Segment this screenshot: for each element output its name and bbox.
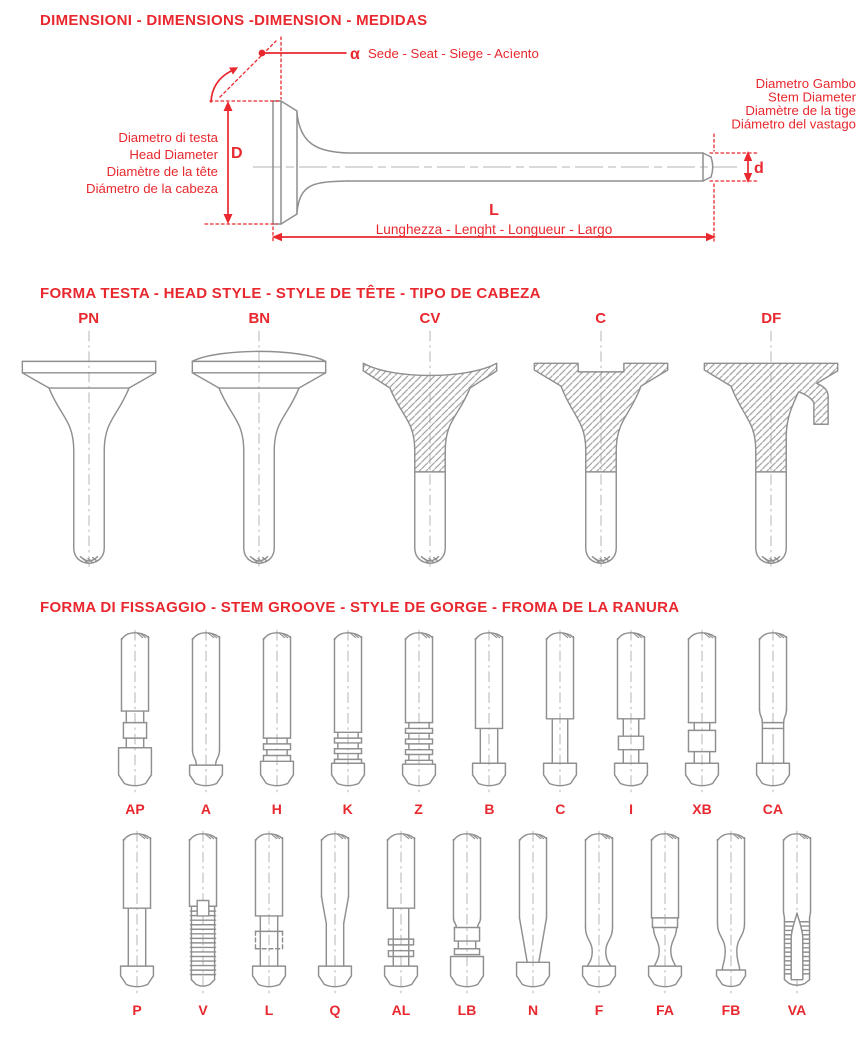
stem-groove-code: FA <box>656 1002 674 1018</box>
stem-groove-item <box>766 829 828 1018</box>
stem-groove-drawing <box>436 829 498 999</box>
head-style-code: DF <box>761 310 782 327</box>
stem-groove-drawing <box>634 829 696 999</box>
head-diameter-line: Head Diameter <box>129 147 218 162</box>
head-style-drawing <box>177 329 341 569</box>
stem-groove-item <box>304 829 366 1018</box>
stem-groove-item <box>568 829 630 1018</box>
stem-groove-item <box>388 628 450 817</box>
stem-groove-row-2 <box>106 829 828 1018</box>
stem-groove-row-1 <box>104 628 804 817</box>
stem-groove-drawing <box>529 628 591 798</box>
head-style-code: BN <box>248 310 271 327</box>
stem-groove-drawing <box>458 628 520 798</box>
stem-groove-item <box>106 829 168 1018</box>
stem-groove-section-title: FORMA DI FISSAGGIO - STEM GROOVE - STYLE DE GORGE - FROMA DE LA RANURA <box>40 599 680 616</box>
stem-groove-drawing <box>766 829 828 999</box>
head-diameter-line: Diametro di testa <box>118 130 218 145</box>
head-style-item <box>519 310 683 569</box>
stem-groove-drawing <box>304 829 366 999</box>
stem-groove-item <box>246 628 308 817</box>
stem-groove-item <box>634 829 696 1018</box>
stem-diameter-symbol: d <box>754 160 764 177</box>
head-style-item <box>7 310 171 569</box>
head-diameter-line: Diamètre de la tête <box>106 164 218 179</box>
valve-dimension-drawing <box>0 31 860 259</box>
stem-groove-item <box>104 628 166 817</box>
stem-groove-code: Z <box>414 801 423 817</box>
stem-groove-drawing <box>175 628 237 798</box>
stem-groove-code: I <box>629 801 634 817</box>
stem-groove-drawing <box>502 829 564 999</box>
stem-groove-drawing <box>317 628 379 798</box>
stem-groove-drawing <box>600 628 662 798</box>
stem-groove-code: AL <box>391 1002 411 1018</box>
head-style-drawing <box>689 329 853 569</box>
length-symbol: L <box>489 202 499 219</box>
stem-diameter-line: Stem Diameter <box>768 89 856 105</box>
stem-groove-code: P <box>132 1002 142 1018</box>
alpha-symbol: α <box>350 46 360 63</box>
stem-groove-drawing <box>388 628 450 798</box>
head-style-item <box>348 310 512 569</box>
stem-groove-drawing <box>106 829 168 999</box>
stem-diameter-line: Diametro Gambo <box>755 76 856 91</box>
stem-groove-code: A <box>200 801 211 817</box>
head-style-item <box>177 310 341 569</box>
stem-groove-item <box>172 829 234 1018</box>
head-style-section-title: FORMA TESTA - HEAD STYLE - STYLE DE TÊTE - TIPO DE CABEZA <box>40 285 541 302</box>
stem-groove-code: AP <box>125 801 145 817</box>
stem-groove-code: K <box>342 801 353 817</box>
stem-groove-code: VA <box>787 1002 807 1018</box>
stem-groove-code: LB <box>457 1002 477 1018</box>
stem-groove-code: CA <box>762 801 783 817</box>
stem-groove-code: Q <box>329 1002 341 1018</box>
stem-groove-code: XB <box>692 801 712 817</box>
head-style-item <box>689 310 853 569</box>
stem-groove-drawing <box>172 829 234 999</box>
stem-diameter-line: Diámetro del vastago <box>731 116 856 132</box>
stem-groove-item <box>700 829 762 1018</box>
stem-groove-code: V <box>198 1002 208 1018</box>
stem-groove-drawing <box>104 628 166 798</box>
dimension-lines <box>205 37 758 241</box>
stem-groove-item <box>458 628 520 817</box>
head-style-code: CV <box>419 310 441 327</box>
stem-groove-item <box>742 628 804 817</box>
dimensions-section-title: DIMENSIONI - DIMENSIONS -DIMENSION - MEDIDAS <box>40 12 428 29</box>
head-diameter-symbol: D <box>231 145 243 162</box>
stem-groove-code: FB <box>721 1002 741 1018</box>
stem-groove-code: F <box>594 1002 604 1018</box>
stem-groove-item <box>502 829 564 1018</box>
stem-groove-item <box>600 628 662 817</box>
head-style-drawing <box>519 329 683 569</box>
length-label: Lunghezza - Lenght - Longueur - Largo <box>375 222 613 237</box>
stem-groove-code: N <box>527 1002 539 1018</box>
head-diameter-line: Diámetro de la cabeza <box>86 181 218 196</box>
stem-groove-item <box>175 628 237 817</box>
head-style-row <box>0 310 860 569</box>
stem-groove-item <box>317 628 379 817</box>
head-style-drawing <box>348 329 512 569</box>
stem-groove-drawing <box>370 829 432 999</box>
stem-groove-item <box>238 829 300 1018</box>
stem-groove-code: L <box>264 1002 274 1018</box>
stem-groove-drawing <box>742 628 804 798</box>
seat-label: Sede - Seat - Siege - Acìento <box>368 46 539 61</box>
stem-groove-code: C <box>555 801 566 817</box>
stem-groove-drawing <box>671 628 733 798</box>
stem-groove-drawing <box>568 829 630 999</box>
stem-groove-item <box>370 829 432 1018</box>
stem-groove-drawing <box>700 829 762 999</box>
stem-groove-item <box>436 829 498 1018</box>
stem-groove-drawing <box>238 829 300 999</box>
stem-groove-drawing <box>246 628 308 798</box>
stem-groove-item <box>529 628 591 817</box>
head-style-code: C <box>595 310 607 327</box>
stem-groove-code: B <box>484 801 495 817</box>
stem-groove-code: H <box>271 801 282 817</box>
head-style-code: PN <box>78 310 100 327</box>
head-style-drawing <box>7 329 171 569</box>
stem-groove-item <box>671 628 733 817</box>
stem-diameter-line: Diamètre de la tige <box>745 103 856 118</box>
